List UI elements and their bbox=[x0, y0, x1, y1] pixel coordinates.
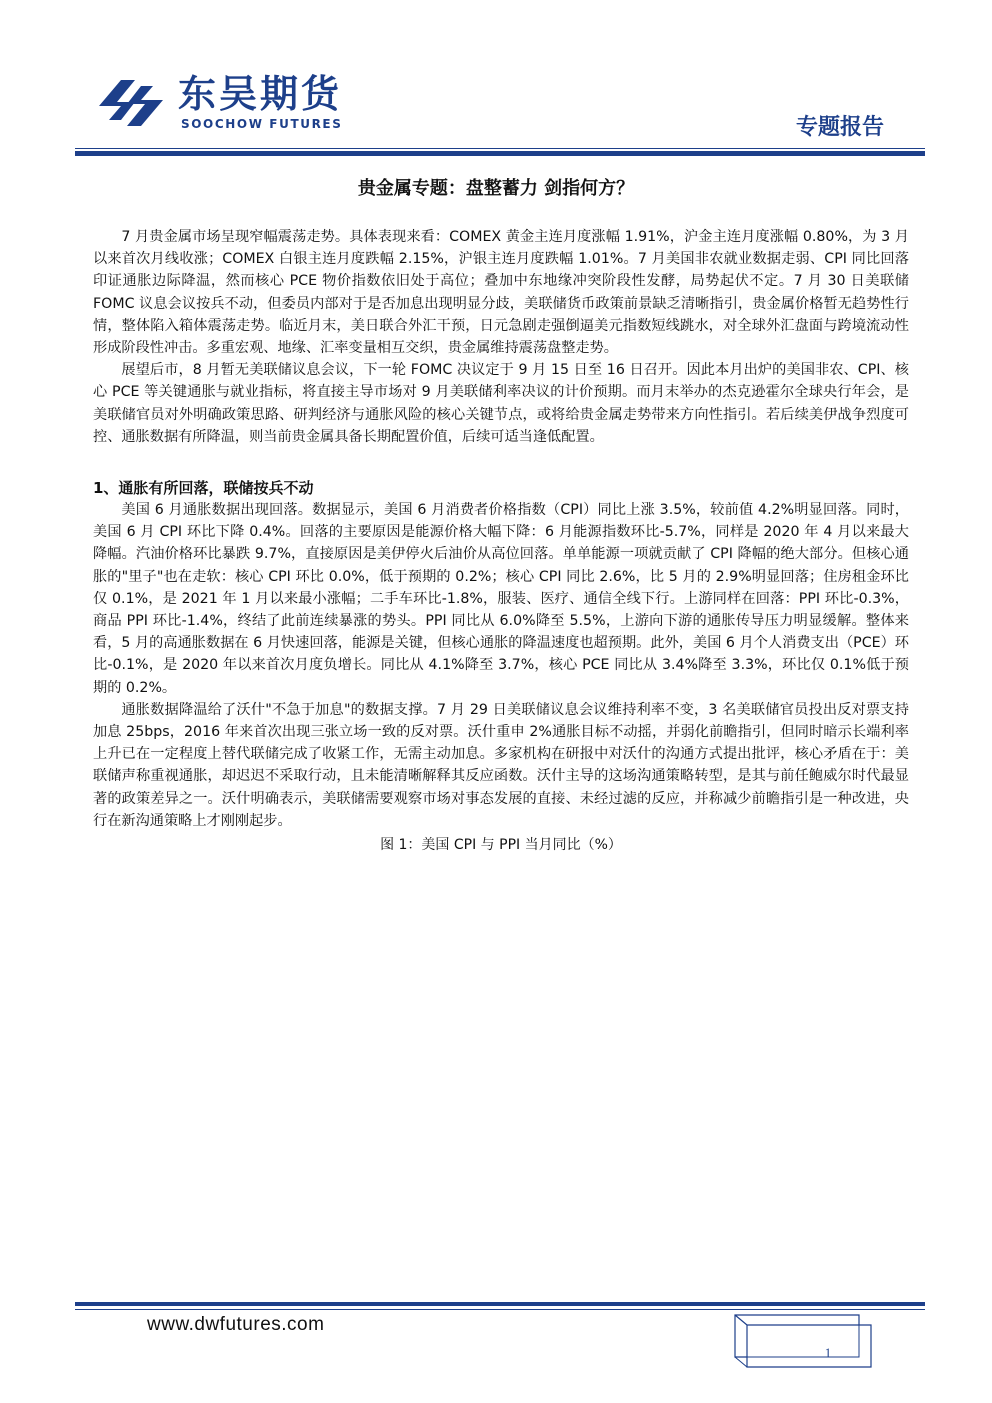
section-heading: 1、通胀有所回落，联储按兵不动 bbox=[93, 479, 314, 498]
header-divider-thin bbox=[75, 148, 925, 149]
page-header bbox=[0, 0, 992, 160]
intro-paragraph-2: 展望后市，8 月暂无美联储议息会议，下一轮 FOMC 决议定于 9 月 15 日至 16 日召开。因此本月出炉的美国非农、CPI、核心 PCE 等关键通胀与就业指标，将直接主导市场对 9 月美联储利率决议的计价预期。而月末举办的杰克逊霍尔全球央行年会，是美联储官员对外明确政策思路、研判经济与通胀风险的核心关键节点，或将给贵金属走势带来方向性指引。若后续美伊战争烈度可控、通胀数据有所降温，则当前贵金属具备长期配置价值，后续可适当逢低配置。 bbox=[93, 362, 909, 445]
section-paragraph-2: 通胀数据降温给了沃什"不急于加息"的数据支撑。7 月 29 日美联储议息会议维持利率不变，3 名美联储官员投出反对票支持加息 25bps，2016 年来首次出现三张立场一致的反对票。沃什重申 2%通胀目标不动摇，并弱化前瞻指引，但同时暗示长端利率上升已在一定程度上替代联储完成了收紧工作，无需主动加息。多家机构在研报中对沃什的沟通方式提出批评，核心矛盾在于：美联储声称重视通胀，却迟迟不采取行动，且未能清晰解释其反应函数。沃什主导的这场沟通策略转型，是其与前任鲍威尔时代最显著的政策差异之一。沃什明确表示，美联储需要观察市场对事态发展的直接、未经过滤的反应，并称减少前瞻指引是一种改进，央行在新沟通策略上才刚刚起步。 bbox=[93, 701, 909, 829]
report-body bbox=[93, 226, 909, 856]
page-number-scroll-icon bbox=[733, 1313, 873, 1369]
section-paragraph-1: 美国 6 月通胀数据出现回落。数据显示，美国 6 月消费者价格指数（CPI）同比上涨 3.5%，较前值 4.2%明显回落。同时，美国 6 月 CPI 环比下降 0.4%。回落的主要原因是能源价格大幅下降：6 月能源指数环比-5.7%，同样是 2020 年 4 月以来最大降幅。汽油价格环比暴跌 9.7%，直接原因是美伊停火后油价从高位回落。单单能源一项就贡献了 CPI 降幅的绝大部分。但核心通胀的"里子"也在走软：核心 CPI 环比 0.0%，低于预期的 0.2%；核心 CPI 同比 2.6%，比 5 月的 2.9%明显回落；住房租金环比仅 0.1%，是 2021 年 1 月以来最小涨幅；二手车环比-1.8%，服装、医疗、通信全线下行。上游同样在回落：PPI 环比-0.3%，商品 PPI 环比-1.4%，终结了此前连续暴涨的势头。PPI 同比从 6.0%降至 5.5%，上游向下游的通胀传导压力明显缓解。整体来看，5 月的高通胀数据在 6 月快速回落，能源是关键，但核心通胀的降温速度也超预期。此外，美国 6 月个人消费支出（PCE）环比-0.1%，是 2020 年以来首次月度负增长。同比从 4.1%降至 3.7%，核心 PCE 同比从 3.4%降至 3.3%，环比仅 0.1%低于预期的 0.2%。 bbox=[93, 502, 909, 696]
report-type-label: 专题报告 bbox=[795, 115, 884, 140]
footer-website-link[interactable]: www.dwfutures.com bbox=[147, 1314, 325, 1335]
page-number: 1 bbox=[824, 1345, 832, 1360]
report-title: 贵金属专题：盘整蓄力 剑指何方？ bbox=[357, 178, 635, 199]
logo-chinese-name: 东吴期货 bbox=[178, 72, 343, 116]
intro-paragraph-1: 7 月贵金属市场呈现窄幅震荡走势。具体表现来看：COMEX 黄金主连月度涨幅 1.91%，沪金主连月度涨幅 0.80%，为 3 月以来首次月线收涨；COMEX 白银主连月度跌幅 2.15%，沪银主连月度跌幅 1.01%。7 月美国非农就业数据走弱、CPI 同比回落印证通胀边际降温，然而核心 PCE 物价指数依旧处于高位；叠加中东地缘冲突阶段性发酵，局势起伏不定。7 月 30 日美联储 FOMC 议息会议按兵不动，但委员内部对于是否加息出现明显分歧，美联储货币政策前景缺乏清晰指引，贵金属价格暂无趋势性行情，整体陷入箱体震荡走势。临近月末，美日联合外汇干预，日元急剧走强倒逼美元指数短线跳水，对全球外汇盘面与跨境流动性形成阶段性冲击。多重宏观、地缘、汇率变量相互交织，贵金属维持震荡盘整走势。 bbox=[93, 229, 909, 357]
header-divider-thick bbox=[75, 151, 925, 156]
footer-divider-thick bbox=[75, 1302, 925, 1306]
figure-caption: 图 1：美国 CPI 与 PPI 当月同比（%） bbox=[380, 837, 622, 854]
soochow-logo-icon bbox=[95, 72, 167, 134]
footer-divider-thin bbox=[75, 1309, 925, 1310]
logo-english-name: SOOCHOW FUTURES bbox=[181, 117, 343, 131]
